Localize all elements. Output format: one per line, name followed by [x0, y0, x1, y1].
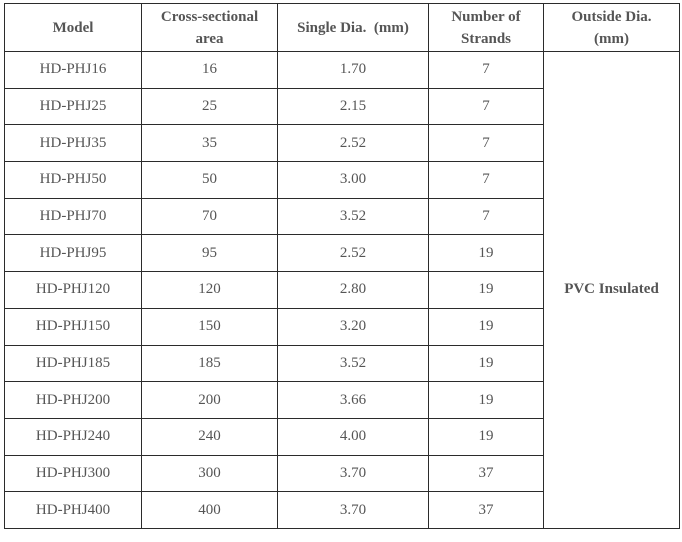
cell-outside-dia-merged: PVC Insulated: [544, 52, 680, 529]
cell-area: 25: [142, 88, 278, 125]
header-area-line2: area: [195, 30, 224, 47]
cell-area: 50: [142, 162, 278, 199]
cell-area: 35: [142, 125, 278, 162]
header-outside-line1: Outside Dia.: [571, 8, 652, 25]
cell-strands: 19: [429, 235, 544, 272]
cell-dia: 3.52: [278, 198, 429, 235]
cell-strands: 7: [429, 52, 544, 89]
cell-model: HD-PHJ150: [5, 308, 142, 345]
cell-model: HD-PHJ70: [5, 198, 142, 235]
header-model: Model: [5, 4, 142, 52]
cell-model: HD-PHJ200: [5, 382, 142, 419]
cell-model: HD-PHJ16: [5, 52, 142, 89]
cell-dia: 2.15: [278, 88, 429, 125]
cell-model: HD-PHJ240: [5, 418, 142, 455]
cell-dia: 3.70: [278, 455, 429, 492]
cell-model: HD-PHJ185: [5, 345, 142, 382]
cell-dia: 3.66: [278, 382, 429, 419]
cell-strands: 19: [429, 345, 544, 382]
header-area-line1: Cross-sectional: [160, 8, 259, 25]
cell-strands: 19: [429, 308, 544, 345]
cell-area: 120: [142, 272, 278, 309]
cell-area: 185: [142, 345, 278, 382]
cell-area: 200: [142, 382, 278, 419]
cell-strands: 7: [429, 162, 544, 199]
cell-dia: 3.00: [278, 162, 429, 199]
spec-table: [4, 3, 680, 529]
cell-model: HD-PHJ400: [5, 492, 142, 529]
header-single-dia: Single Dia. (mm): [278, 4, 429, 52]
table-row: [5, 52, 680, 89]
cell-dia: 1.70: [278, 52, 429, 89]
cell-dia: 3.70: [278, 492, 429, 529]
header-row: [5, 4, 680, 52]
cell-model: HD-PHJ95: [5, 235, 142, 272]
cell-dia: 2.52: [278, 235, 429, 272]
header-area: [142, 4, 278, 52]
cell-model: HD-PHJ50: [5, 162, 142, 199]
header-outside-dia: [544, 4, 680, 52]
cell-dia: 4.00: [278, 418, 429, 455]
cell-model: HD-PHJ120: [5, 272, 142, 309]
cell-strands: 19: [429, 272, 544, 309]
table-body: [5, 52, 680, 529]
cell-strands: 19: [429, 382, 544, 419]
cell-strands: 7: [429, 198, 544, 235]
cell-area: 150: [142, 308, 278, 345]
cell-area: 95: [142, 235, 278, 272]
header-outside-line2: (mm): [594, 30, 629, 47]
cell-strands: 7: [429, 125, 544, 162]
cell-strands: 37: [429, 455, 544, 492]
cell-dia: 3.20: [278, 308, 429, 345]
cell-strands: 19: [429, 418, 544, 455]
cell-strands: 37: [429, 492, 544, 529]
header-strands-line2: Strands: [460, 30, 512, 47]
cell-model: HD-PHJ25: [5, 88, 142, 125]
cell-strands: 7: [429, 88, 544, 125]
cell-area: 400: [142, 492, 278, 529]
cell-model: HD-PHJ35: [5, 125, 142, 162]
cell-area: 70: [142, 198, 278, 235]
cell-model: HD-PHJ300: [5, 455, 142, 492]
header-strands-line1: Number of: [451, 8, 521, 25]
cell-area: 16: [142, 52, 278, 89]
cell-dia: 2.80: [278, 272, 429, 309]
cell-dia: 2.52: [278, 125, 429, 162]
cell-area: 300: [142, 455, 278, 492]
header-strands: [429, 4, 544, 52]
cell-area: 240: [142, 418, 278, 455]
cell-dia: 3.52: [278, 345, 429, 382]
